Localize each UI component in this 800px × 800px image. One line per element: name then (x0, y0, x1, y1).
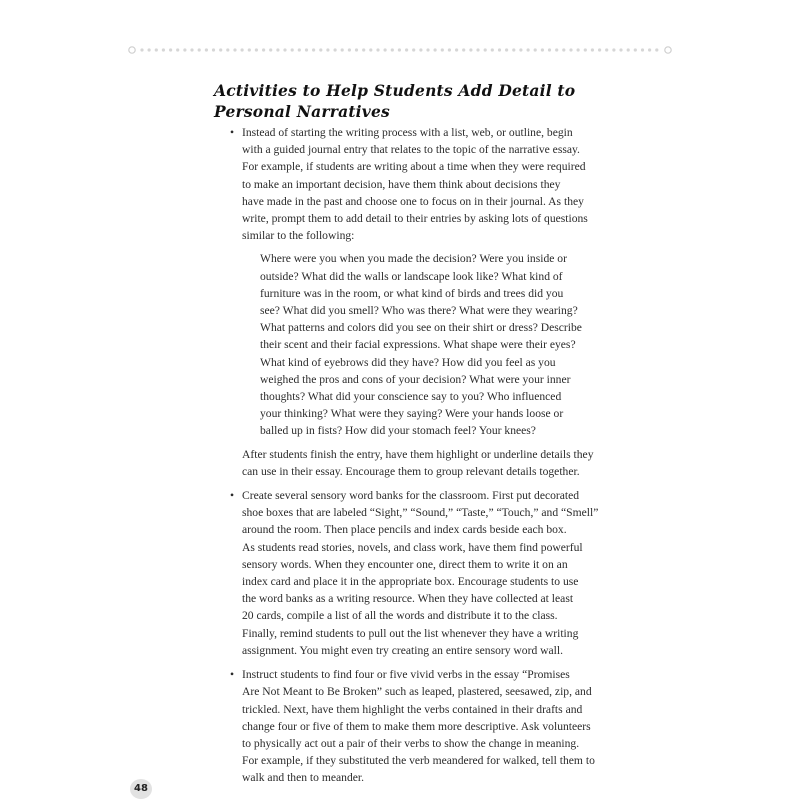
text-line: have made in the past and choose one to focus on in their journal. As they (242, 194, 584, 208)
quote-line: Where were you when you made the decision? Were you inside or (260, 252, 567, 266)
text-line: sensory words. When they encounter one, direct them to write it on an (242, 557, 568, 571)
text-line: index card and place it in the appropriate box. Encourage students to use (242, 575, 579, 589)
text-line: Finally, remind students to pull out the list whenever they have a writing (242, 626, 579, 640)
activity-item-vivid-verbs (230, 666, 595, 786)
text-line: assignment. You might even try creating an entire sensory word wall. (242, 643, 564, 657)
text-line: write, prompt them to add detail to their entries by asking lots of questions (242, 212, 588, 226)
text-line: the word banks as a writing resource. When they have collected at least (242, 592, 574, 606)
quote-line: their scent and their facial expressions. What shape were their eyes? (260, 338, 576, 352)
text-line: walk and then to meander. (242, 771, 365, 785)
text-line: change four or five of them to make them more descriptive. Ask volunteers (242, 719, 591, 733)
text-line: shoe boxes that are labeled “Sight,” “Sound,” “Taste,” “Touch,” and “Smell” (242, 506, 599, 520)
text-line: 20 cards, compile a list of all the words and distribute it to the class. (242, 609, 558, 623)
text-line: can use in their essay. Encourage them to group relevant details together. (242, 464, 580, 478)
text-line: Create several sensory word banks for the classroom. First put decorated (242, 489, 580, 503)
text-line: Instead of starting the writing process with a list, web, or outline, begin (242, 126, 573, 139)
text-line: around the room. Then place pencils and index cards beside each box. (242, 523, 567, 537)
text-line: with a guided journal entry that relates to the topic of the narrative essay. (242, 143, 580, 157)
quote-line: What patterns and colors did you see on their shirt or dress? Describe (260, 321, 582, 335)
bullet-glyph: • (230, 126, 235, 139)
text-line: trickled. Next, have them highlight the verbs contained in their drafts and (242, 702, 583, 716)
page-number: 48 (130, 779, 152, 799)
text-line: similar to the following: (242, 229, 355, 243)
activity-list (230, 124, 599, 787)
section-heading-line-2: Personal Narratives (214, 102, 390, 121)
quote-line: outside? What did the walls or landscape look like? What kind of (260, 269, 563, 283)
text-line: For example, if students are writing about a time when they were required (242, 160, 586, 174)
text-line: For example, if they substituted the verb meandered for walked, tell them to (242, 754, 595, 768)
quote-line: balled up in fists? How did your stomach feel? Your knees? (260, 424, 536, 438)
section-heading (214, 80, 634, 122)
bullet-glyph: • (230, 668, 235, 682)
bullet-glyph: • (230, 489, 235, 503)
quote-line: What kind of eyebrows did they have? How did you feel as you (260, 355, 556, 369)
quote-line: thoughts? What did your conscience say to you? Who influenced (260, 390, 562, 404)
text-line: After students finish the entry, have them highlight or underline details they (242, 447, 594, 461)
activity-item-word-banks (230, 487, 599, 659)
text-line: to physically act out a pair of their verbs to show the change in meaning. (242, 736, 580, 750)
text-line: Are Not Meant to Be Broken” such as leaped, plastered, seesawed, zip, and (242, 685, 592, 699)
quote-line: see? What did you smell? Who was there? What were they wearing? (260, 304, 578, 318)
question-block (242, 250, 592, 439)
section-heading-line-1: Activities to Help Students Add Detail to (214, 81, 576, 100)
quote-line: weighed the pros and cons of your decision? What were your inner (260, 372, 571, 386)
activity-item-journal (230, 124, 592, 480)
follow-up-paragraph (242, 446, 592, 480)
quote-line: your thinking? What were they saying? Were your hands loose or (260, 407, 564, 421)
text-line: As students read stories, novels, and class work, have them find powerful (242, 540, 583, 554)
quote-line: furniture was in the room, or what kind of birds and trees did you (260, 286, 564, 300)
text-line: to make an important decision, have them think about decisions they (242, 177, 561, 191)
text-line: Instruct students to find four or five vivid verbs in the essay “Promises (242, 668, 570, 682)
decorative-dotted-rule (128, 44, 672, 56)
